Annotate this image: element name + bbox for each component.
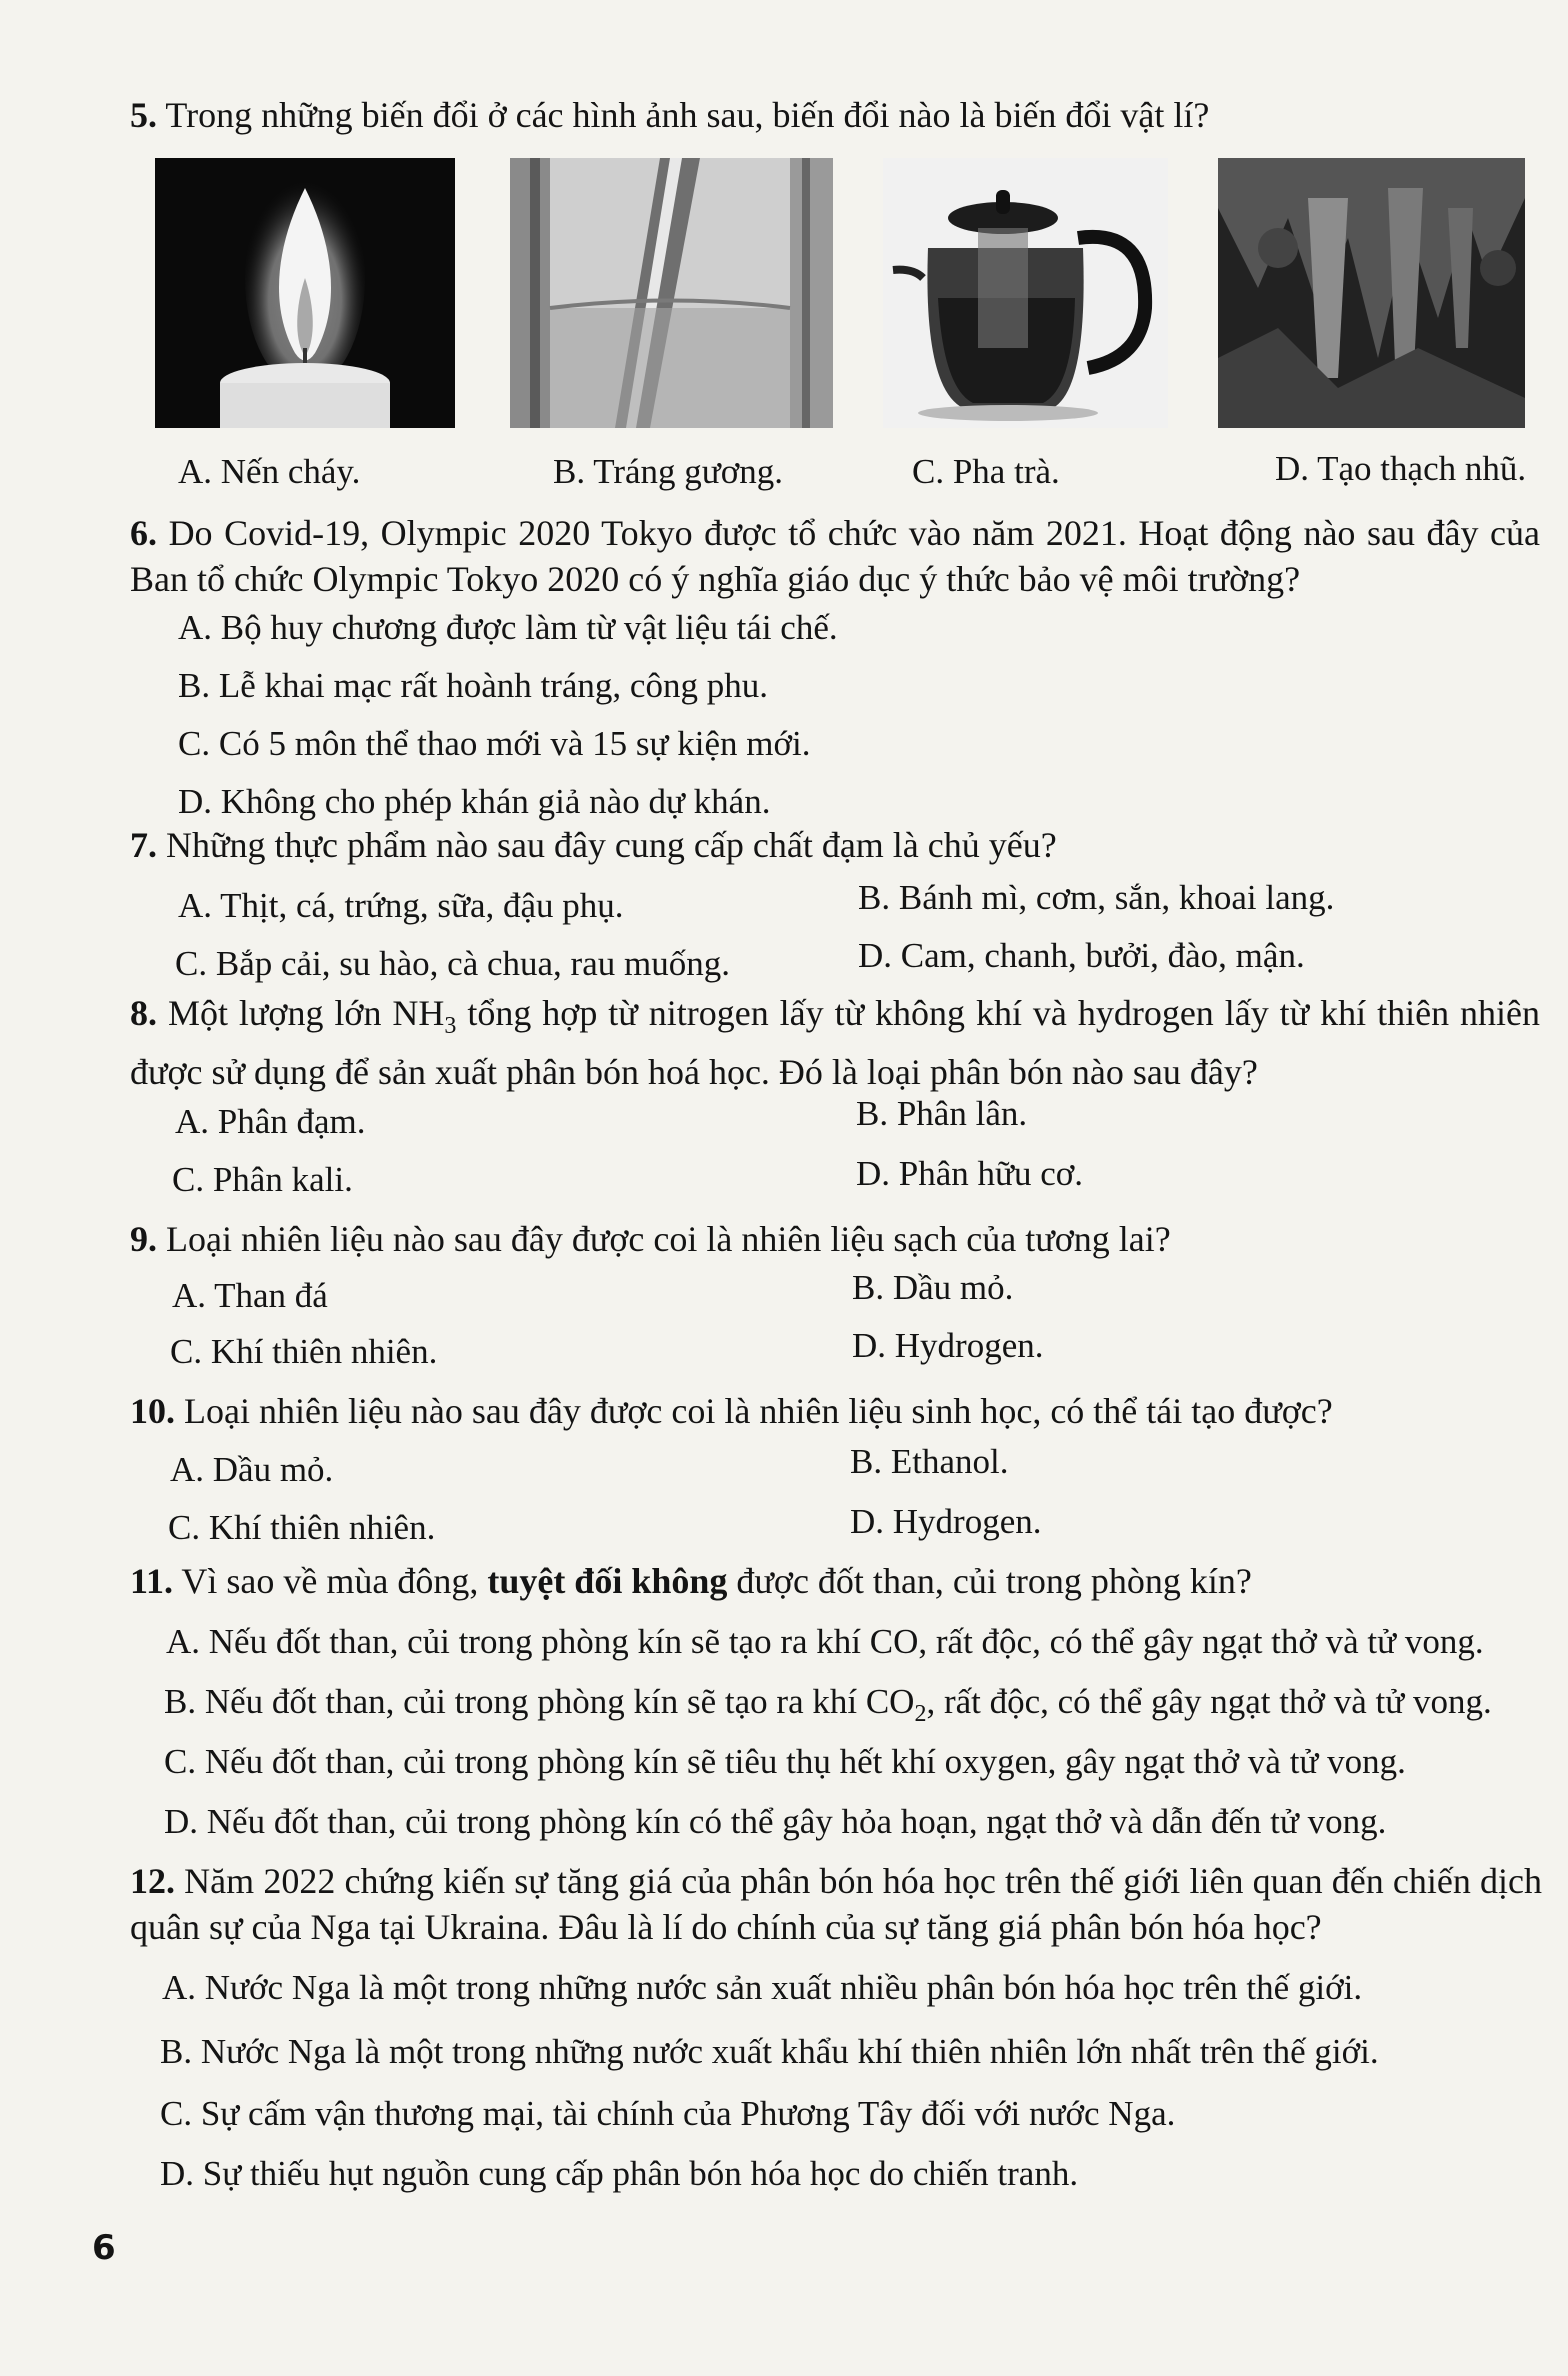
answer-option: A. Than đá: [172, 1276, 328, 1315]
page-number: 6: [92, 2228, 116, 2268]
answer-option-b: [164, 1680, 1492, 1736]
question-6: [130, 510, 1540, 602]
question-text: Những thực phẩm nào sau đây cung cấp chất đạm là chủ yếu?: [166, 825, 1057, 865]
subscript: 2: [914, 1701, 927, 1727]
image-caption: D. Tạo thạch nhũ.: [1275, 449, 1527, 488]
image-caption: C. Pha trà.: [912, 452, 1060, 491]
question-text: Trong những biến đổi ở các hình ảnh sau, biến đổi nào là biến đổi vật lí?: [165, 95, 1210, 135]
answer-option: C. Nếu đốt than, củi trong phòng kín sẽ tiêu thụ hết khí oxygen, gây ngạt thở và tử vong.: [164, 1742, 1406, 1781]
answer-option: B. Dầu mỏ.: [852, 1268, 1014, 1307]
answer-option: D. Cam, chanh, bưởi, đào, mận.: [858, 936, 1305, 975]
answer-option: B. Lễ khai mạc rất hoành tráng, công phu.: [178, 666, 768, 705]
answer-option: A. Bộ huy chương được làm từ vật liệu tái chế.: [178, 608, 838, 647]
question-number: 10.: [130, 1391, 175, 1431]
question-text: Do Covid-19, Olympic 2020 Tokyo được tổ chức vào năm 2021. Hoạt động nào sau đây của Ban tổ chức Olympic Tokyo 2020 có ý nghĩa giáo dục ý thức bảo vệ môi trường?: [130, 513, 1541, 599]
image-caption: B. Tráng gương.: [553, 452, 784, 491]
question-10: [130, 1388, 1540, 1434]
answer-option: D. Không cho phép khán giả nào dự khán.: [178, 782, 771, 821]
answer-option: D. Hydrogen.: [850, 1502, 1042, 1541]
answer-option: A. Nước Nga là một trong những nước sản xuất nhiều phân bón hóa học trên thế giới.: [162, 1968, 1363, 2007]
mirror-glass-photo: [510, 158, 833, 428]
answer-option: A. Nếu đốt than, củi trong phòng kín sẽ tạo ra khí CO, rất độc, có thể gây ngạt thở và tử vong.: [166, 1622, 1484, 1661]
answer-option: B. Phân lân.: [856, 1094, 1028, 1133]
question-number: 5.: [130, 95, 157, 135]
question-7: [130, 822, 1540, 868]
question-text-continued: được đốt than, củi trong phòng kín?: [736, 1561, 1252, 1601]
answer-option: C. Phân kali.: [172, 1160, 353, 1199]
answer-option: C. Bắp cải, su hào, cà chua, rau muống.: [175, 944, 730, 983]
question-number: 7.: [130, 825, 157, 865]
answer-option: C. Khí thiên nhiên.: [170, 1332, 438, 1371]
answer-option: A. Phân đạm.: [175, 1102, 366, 1141]
question-number: 9.: [130, 1219, 157, 1259]
answer-option: D. Hydrogen.: [852, 1326, 1044, 1365]
answer-option: B. Ethanol.: [850, 1442, 1009, 1481]
question-5-images: [155, 158, 1525, 428]
answer-option: A. Dầu mỏ.: [170, 1450, 334, 1489]
answer-option: C. Có 5 môn thể thao mới và 15 sự kiện mới.: [178, 724, 811, 763]
question-text: Loại nhiên liệu nào sau đây được coi là nhiên liệu sạch của tương lai?: [166, 1219, 1171, 1259]
image-caption: A. Nến cháy.: [178, 452, 361, 491]
question-text-continued: tổng hợp từ nitrogen lấy từ không khí và hydrogen lấy từ khí thiên nhiên được sử dụng để sản xuất phân bón hoá học. Đó là loại phân bón nào sau đây?: [130, 993, 1540, 1093]
question-5: [130, 92, 1540, 138]
answer-option: A. Thịt, cá, trứng, sữa, đậu phụ.: [178, 886, 624, 925]
question-text: Vì sao về mùa đông,: [181, 1561, 479, 1601]
question-text: Loại nhiên liệu nào sau đây được coi là nhiên liệu sinh học, có thể tái tạo được?: [184, 1391, 1333, 1431]
answer-option: D. Sự thiếu hụt nguồn cung cấp phân bón hóa học do chiến tranh.: [160, 2154, 1079, 2193]
answer-option: D. Phân hữu cơ.: [856, 1154, 1084, 1193]
question-text: Năm 2022 chứng kiến sự tăng giá của phân bón hóa học trên thế giới liên quan đến chiến dịch quân sự của Nga tại Ukraina. Đâu là lí do chính của sự tăng giá phân bón hóa học?: [130, 1861, 1542, 1947]
answer-option: C. Sự cấm vận thương mại, tài chính của Phương Tây đối với nước Nga.: [160, 2094, 1176, 2133]
answer-text-continued: , rất độc, có thể gây ngạt thở và tử vong.: [926, 1682, 1492, 1721]
stalactite-cave-photo: [1218, 158, 1525, 428]
question-8: [130, 990, 1540, 1095]
question-text: Một lượng lớn NH: [167, 993, 445, 1033]
answer-option: C. Khí thiên nhiên.: [168, 1508, 436, 1547]
question-number: 11.: [130, 1561, 174, 1601]
candle-flame-photo: [155, 158, 455, 428]
emphasis-text: tuyệt đối không: [487, 1561, 728, 1601]
teapot-photo: [883, 158, 1168, 428]
answer-text: B. Nếu đốt than, củi trong phòng kín sẽ tạo ra khí CO: [164, 1682, 915, 1721]
question-number: 12.: [130, 1861, 175, 1901]
question-9: [130, 1216, 1540, 1262]
answer-option: D. Nếu đốt than, củi trong phòng kín có thể gây hỏa hoạn, ngạt thở và dẫn đến tử vong.: [164, 1802, 1387, 1841]
question-12: [130, 1858, 1542, 1950]
answer-option: B. Bánh mì, cơm, sắn, khoai lang.: [858, 878, 1335, 917]
question-number: 8.: [130, 993, 157, 1033]
answer-option: B. Nước Nga là một trong những nước xuất khẩu khí thiên nhiên lớn nhất trên thế giới.: [160, 2032, 1379, 2071]
question-11: [130, 1558, 1540, 1604]
subscript: 3: [444, 1013, 457, 1040]
question-number: 6.: [130, 513, 157, 553]
